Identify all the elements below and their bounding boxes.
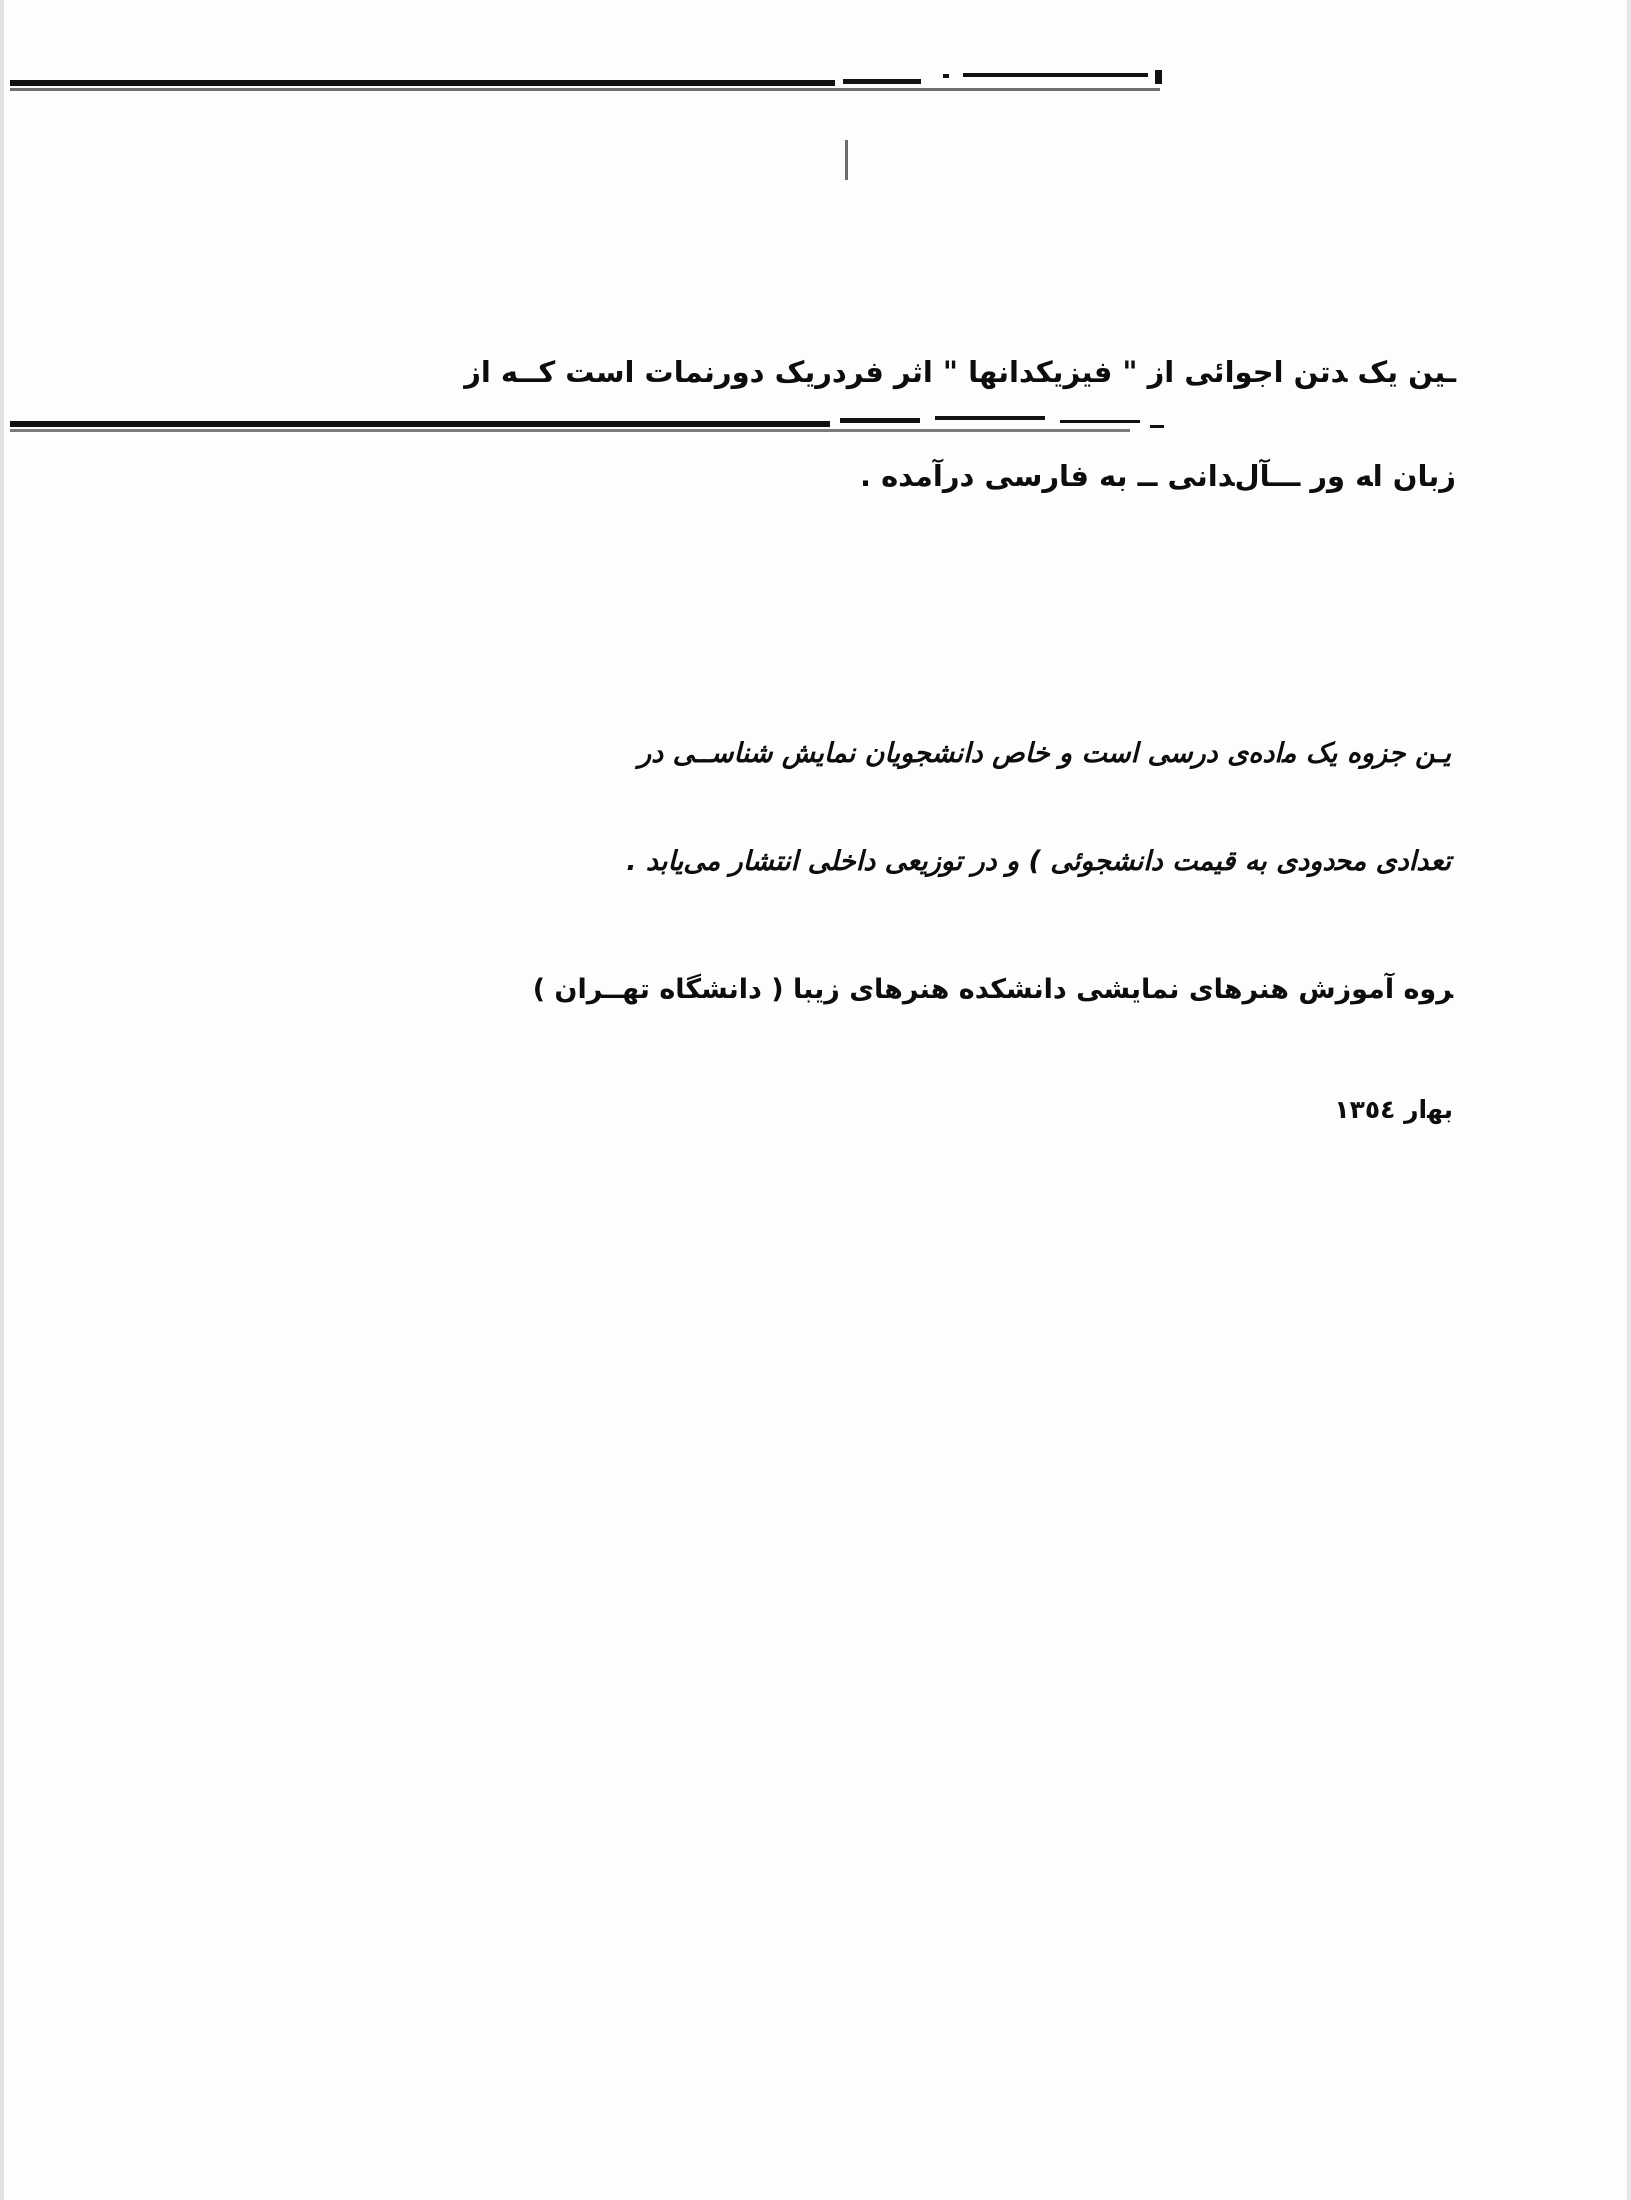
top-note-line-2: زبان اﻪ ﻭﺭ ـــآلﺪانی ــ به فارسی درآمده . [859,459,1456,493]
middle-note-block [185,700,1451,916]
footer-note-block [140,930,1453,1170]
footer-note-line-1: ﺮﻭﻩ آموزش هنرهای نمایشی دانشکده هنرهای زیبا ( دانشگاه تهــران ) [532,974,1453,1005]
top-note-line-1: ـین یک ﺪتن اجوائی از " فیزیکدانها " اثر فردریک دورنمات است کــه از [464,355,1456,389]
footer-note-date: ﺑﻬار ١٣٥٤ [1334,1095,1453,1124]
scan-edge-speckle [0,0,4,2200]
scan-tick-mark [845,140,848,180]
middle-note-line-1: یـن جزﻭﻩ یک ﻣاده‌ی درسی است و خاص دانشجویان نمایش شناســی در [638,738,1451,769]
middle-note-line-2: تعدادی ﻣﺤدودﻯ به قیمت دانشجوئی ) و در توزیعی داخلی انتشار می‌یابد . [626,846,1451,877]
scan-edge-speckle [1627,0,1631,2200]
